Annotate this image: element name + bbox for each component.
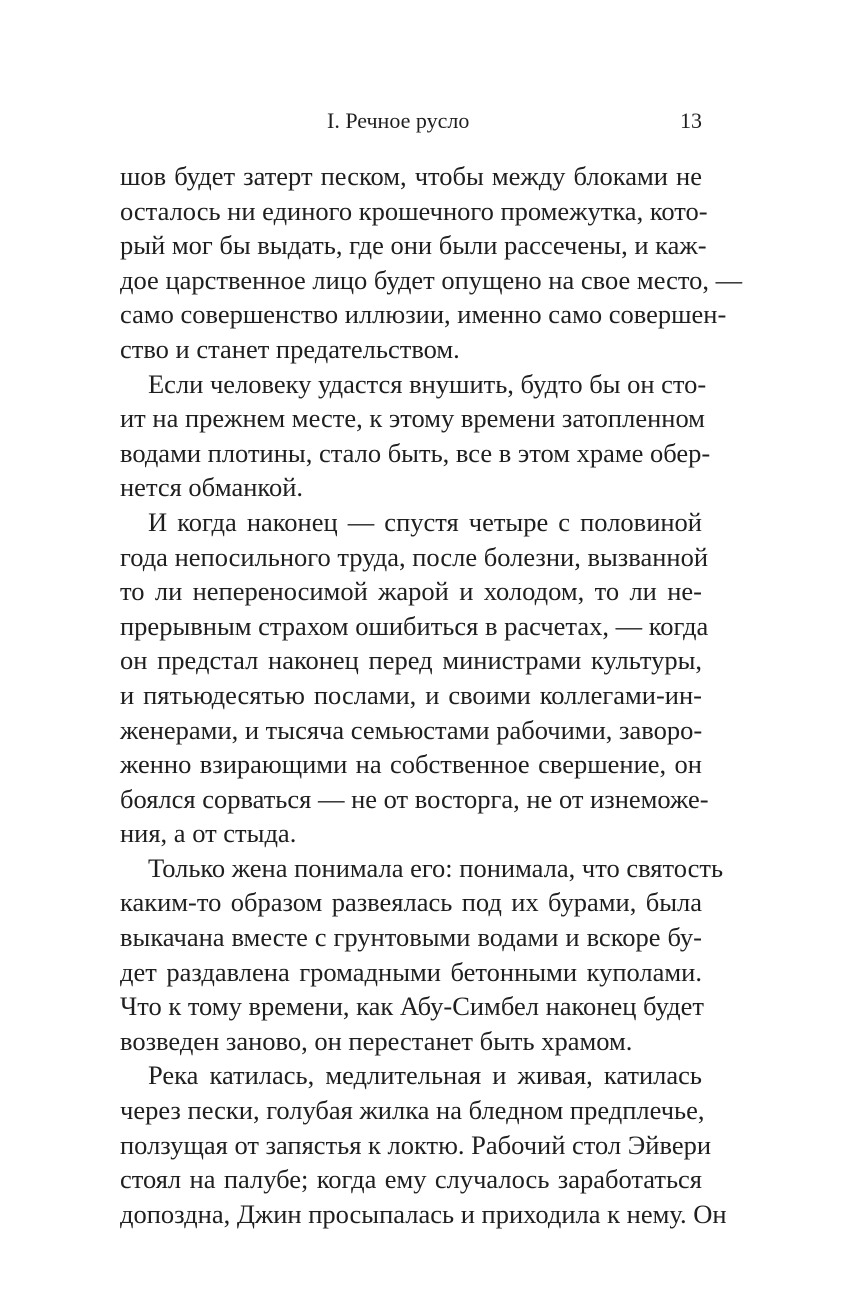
text-line: ползущая от запястья к локтю. Рабочий стол Эйвери bbox=[120, 1129, 712, 1160]
text-line: каким-то образом развеялась под их бурами, была bbox=[120, 887, 702, 918]
text-line: возведен заново, он перестанет быть храмом. bbox=[120, 1025, 633, 1056]
text-line: через пески, голубая жилка на бледном предплечье, bbox=[120, 1095, 705, 1126]
text-line: водами плотины, стало быть, все в этом храме обер- bbox=[120, 437, 711, 468]
running-head bbox=[120, 103, 702, 139]
text-line: выкачана вместе с грунтовыми водами и вскоре бу- bbox=[120, 922, 702, 953]
text-line: ния, а от стыда. bbox=[120, 818, 297, 849]
chapter-title: I. Речное русло bbox=[327, 108, 470, 133]
body-text bbox=[120, 159, 743, 1231]
page-number: 13 bbox=[680, 108, 702, 133]
paragraph-1 bbox=[120, 159, 743, 367]
text-line: Если человеку удастся внушить, будто бы он сто- bbox=[148, 368, 707, 399]
text-line: Что к тому времени, как Абу-Симбел наконец будет bbox=[120, 991, 704, 1022]
text-line: женно взирающими на собственное свершение, он bbox=[120, 749, 702, 780]
text-line: нется обманкой. bbox=[120, 472, 304, 503]
text-line: года непосильного труда, после болезни, вызванной bbox=[120, 541, 708, 572]
paragraph-2 bbox=[120, 367, 711, 505]
text-line: шов будет затерт песком, чтобы между блоками не bbox=[120, 161, 702, 191]
text-line: женерами, и тысяча семьюстами рабочими, заворо- bbox=[120, 714, 703, 745]
text-line: дое царственное лицо будет опущено на свое место, — bbox=[120, 264, 743, 295]
text-line: рый мог бы выдать, где они были рассечены, и каж- bbox=[120, 230, 707, 261]
text-line: дет раздавлена громадными бетонными куполами. bbox=[120, 956, 702, 987]
paragraph-3 bbox=[120, 505, 709, 851]
text-line: ит на прежнем месте, к этому времени затопленном bbox=[120, 403, 705, 434]
text-line: И когда наконец — спустя четыре с половиной bbox=[148, 506, 702, 537]
text-line: он предстал наконец перед министрами культуры, bbox=[120, 645, 702, 676]
text-line: Только жена понимала его: понимала, что святость bbox=[148, 852, 724, 883]
text-line: осталось ни единого крошечного промежутка, кото- bbox=[120, 195, 708, 226]
text-line: Река катилась, медлительная и живая, катилась bbox=[148, 1060, 702, 1091]
text-line: боялся сорваться — не от восторга, не от изнеможе- bbox=[120, 783, 709, 814]
paragraph-5 bbox=[120, 1058, 727, 1231]
text-line: и пятьюдесятью послами, и своими коллегами-ин- bbox=[120, 679, 702, 710]
paragraph-4 bbox=[120, 851, 724, 1059]
text-line: ство и станет предательством. bbox=[120, 333, 460, 364]
text-line: то ли непереносимой жарой и холодом, то ли не- bbox=[120, 576, 702, 607]
text-line: стоял на палубе; когда ему случалось заработаться bbox=[120, 1164, 702, 1195]
text-line: прерывным страхом ошибиться в расчетах, — когда bbox=[120, 610, 709, 641]
text-line: само совершенство иллюзии, именно само совершен- bbox=[120, 299, 727, 330]
text-line: допоздна, Джин просыпалась и приходила к нему. Он bbox=[120, 1198, 727, 1229]
